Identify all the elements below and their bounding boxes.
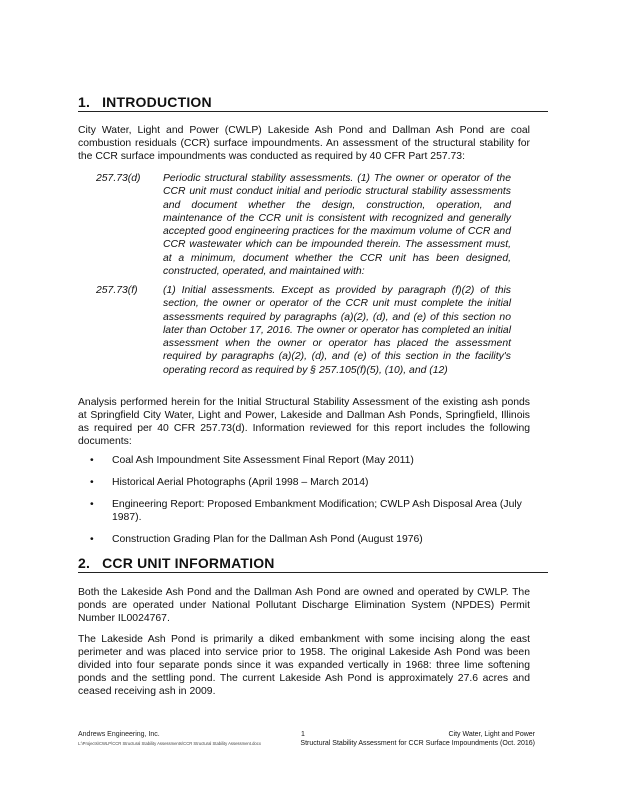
regulation-label-d: 257.73(d) xyxy=(96,173,141,184)
regulation-text-f: (1) Initial assessments. Except as provided by paragraph (f)(2) of this section, the owner or operator of the CCR unit must complete the initial assessments required by paragraphs (a)(2), (d), and (e) of this section no later than October 17, 2016. The owner or operator has completed an initial assessment when the owner or operator has placed the assessment required by paragraphs (a)(2), (d), and (e) of this section in the facility's operating record as required by § 257.105(f)(5), (10), and (12) xyxy=(163,285,511,376)
footer-report-info xyxy=(300,730,535,748)
list-item xyxy=(86,498,530,524)
footer-report-title: Structural Stability Assessment for CCR Surface Impoundments (Oct. 2016) xyxy=(300,740,535,747)
analysis-paragraph: Analysis performed herein for the Initial Structural Stability Assessment of the existing ash ponds at Springfield City Water, Light and Power, Lakeside and Dallman Ash Ponds, Springfield, Illinois as required per 40 CFR 257.73(d). Information reviewed for this report includes the following documents: xyxy=(78,397,530,447)
ccr-unit-paragraph-1: Both the Lakeside Ash Pond and the Dallman Ash Pond are owned and operated by CWLP. The ponds are operated under National Pollutant Discharge Elimination System (NPDES) Permit Number IL0024767. xyxy=(78,587,530,624)
list-item xyxy=(86,533,530,546)
document-text: Engineering Report: Proposed Embankment Modification; CWLP Ash Disposal Area (July 1987). xyxy=(112,499,522,523)
regulation-text-d: Periodic structural stability assessments. (1) The owner or operator of the CCR unit must conduct initial and periodic structural stability assessments and document whether the design, construction, operation, and maintenance of the CCR unit is consistent with recognized and generally accepted good engineering practices for the maximum volume of CCR and CCR wastewater which can be impounded therein. The assessment must, at a minimum, document whether the CCR unit has been designed, constructed, operated, and maintained with: xyxy=(163,173,511,278)
list-item xyxy=(86,454,530,467)
bullet-icon: • xyxy=(90,499,94,510)
document-text: Construction Grading Plan for the Dallman Ash Pond (August 1976) xyxy=(112,534,423,545)
page-number: 1 xyxy=(301,731,305,738)
footer-client: City Water, Light and Power xyxy=(448,731,535,738)
footer-company: Andrews Engineering, Inc. xyxy=(78,731,160,738)
section-1-number: 1. xyxy=(78,94,91,110)
intro-paragraph: City Water, Light and Power (CWLP) Lakeside Ash Pond and Dallman Ash Pond are coal combustion residuals (CCR) surface impoundments. An assessment of the structural stability for the CCR surface impoundments was conducted as required by 40 CFR Part 257.73: xyxy=(78,125,530,162)
document-text: Historical Aerial Photographs (April 1998 – March 2014) xyxy=(112,477,369,488)
section-2-heading xyxy=(78,555,548,573)
section-1-title: INTRODUCTION xyxy=(102,94,212,110)
document-text: Coal Ash Impoundment Site Assessment Final Report (May 2011) xyxy=(112,455,414,466)
documents-list xyxy=(86,454,530,555)
section-2-number: 2. xyxy=(78,555,91,571)
list-item xyxy=(86,476,530,489)
bullet-icon: • xyxy=(90,534,94,545)
footer-file-path: L:\Projects\CWLP\CCR Structural Stability Assessments\CCR Structural Stability Assessment.docx xyxy=(78,741,261,746)
section-1-heading xyxy=(78,94,548,112)
ccr-unit-paragraph-2: The Lakeside Ash Pond is primarily a diked embankment with some incising along the east perimeter and was placed into service prior to 1958. The original Lakeside Ash Pond was been divided into four separate ponds since it was expanded vertically in 1968: three lime softening ponds and the settling pond. The current Lakeside Ash Pond is approximately 27.6 acres and ceased receiving ash in 2009. xyxy=(78,634,530,697)
section-2-title: CCR UNIT INFORMATION xyxy=(102,555,275,571)
bullet-icon: • xyxy=(90,477,94,488)
bullet-icon: • xyxy=(90,455,94,466)
regulation-label-f: 257.73(f) xyxy=(96,285,138,296)
